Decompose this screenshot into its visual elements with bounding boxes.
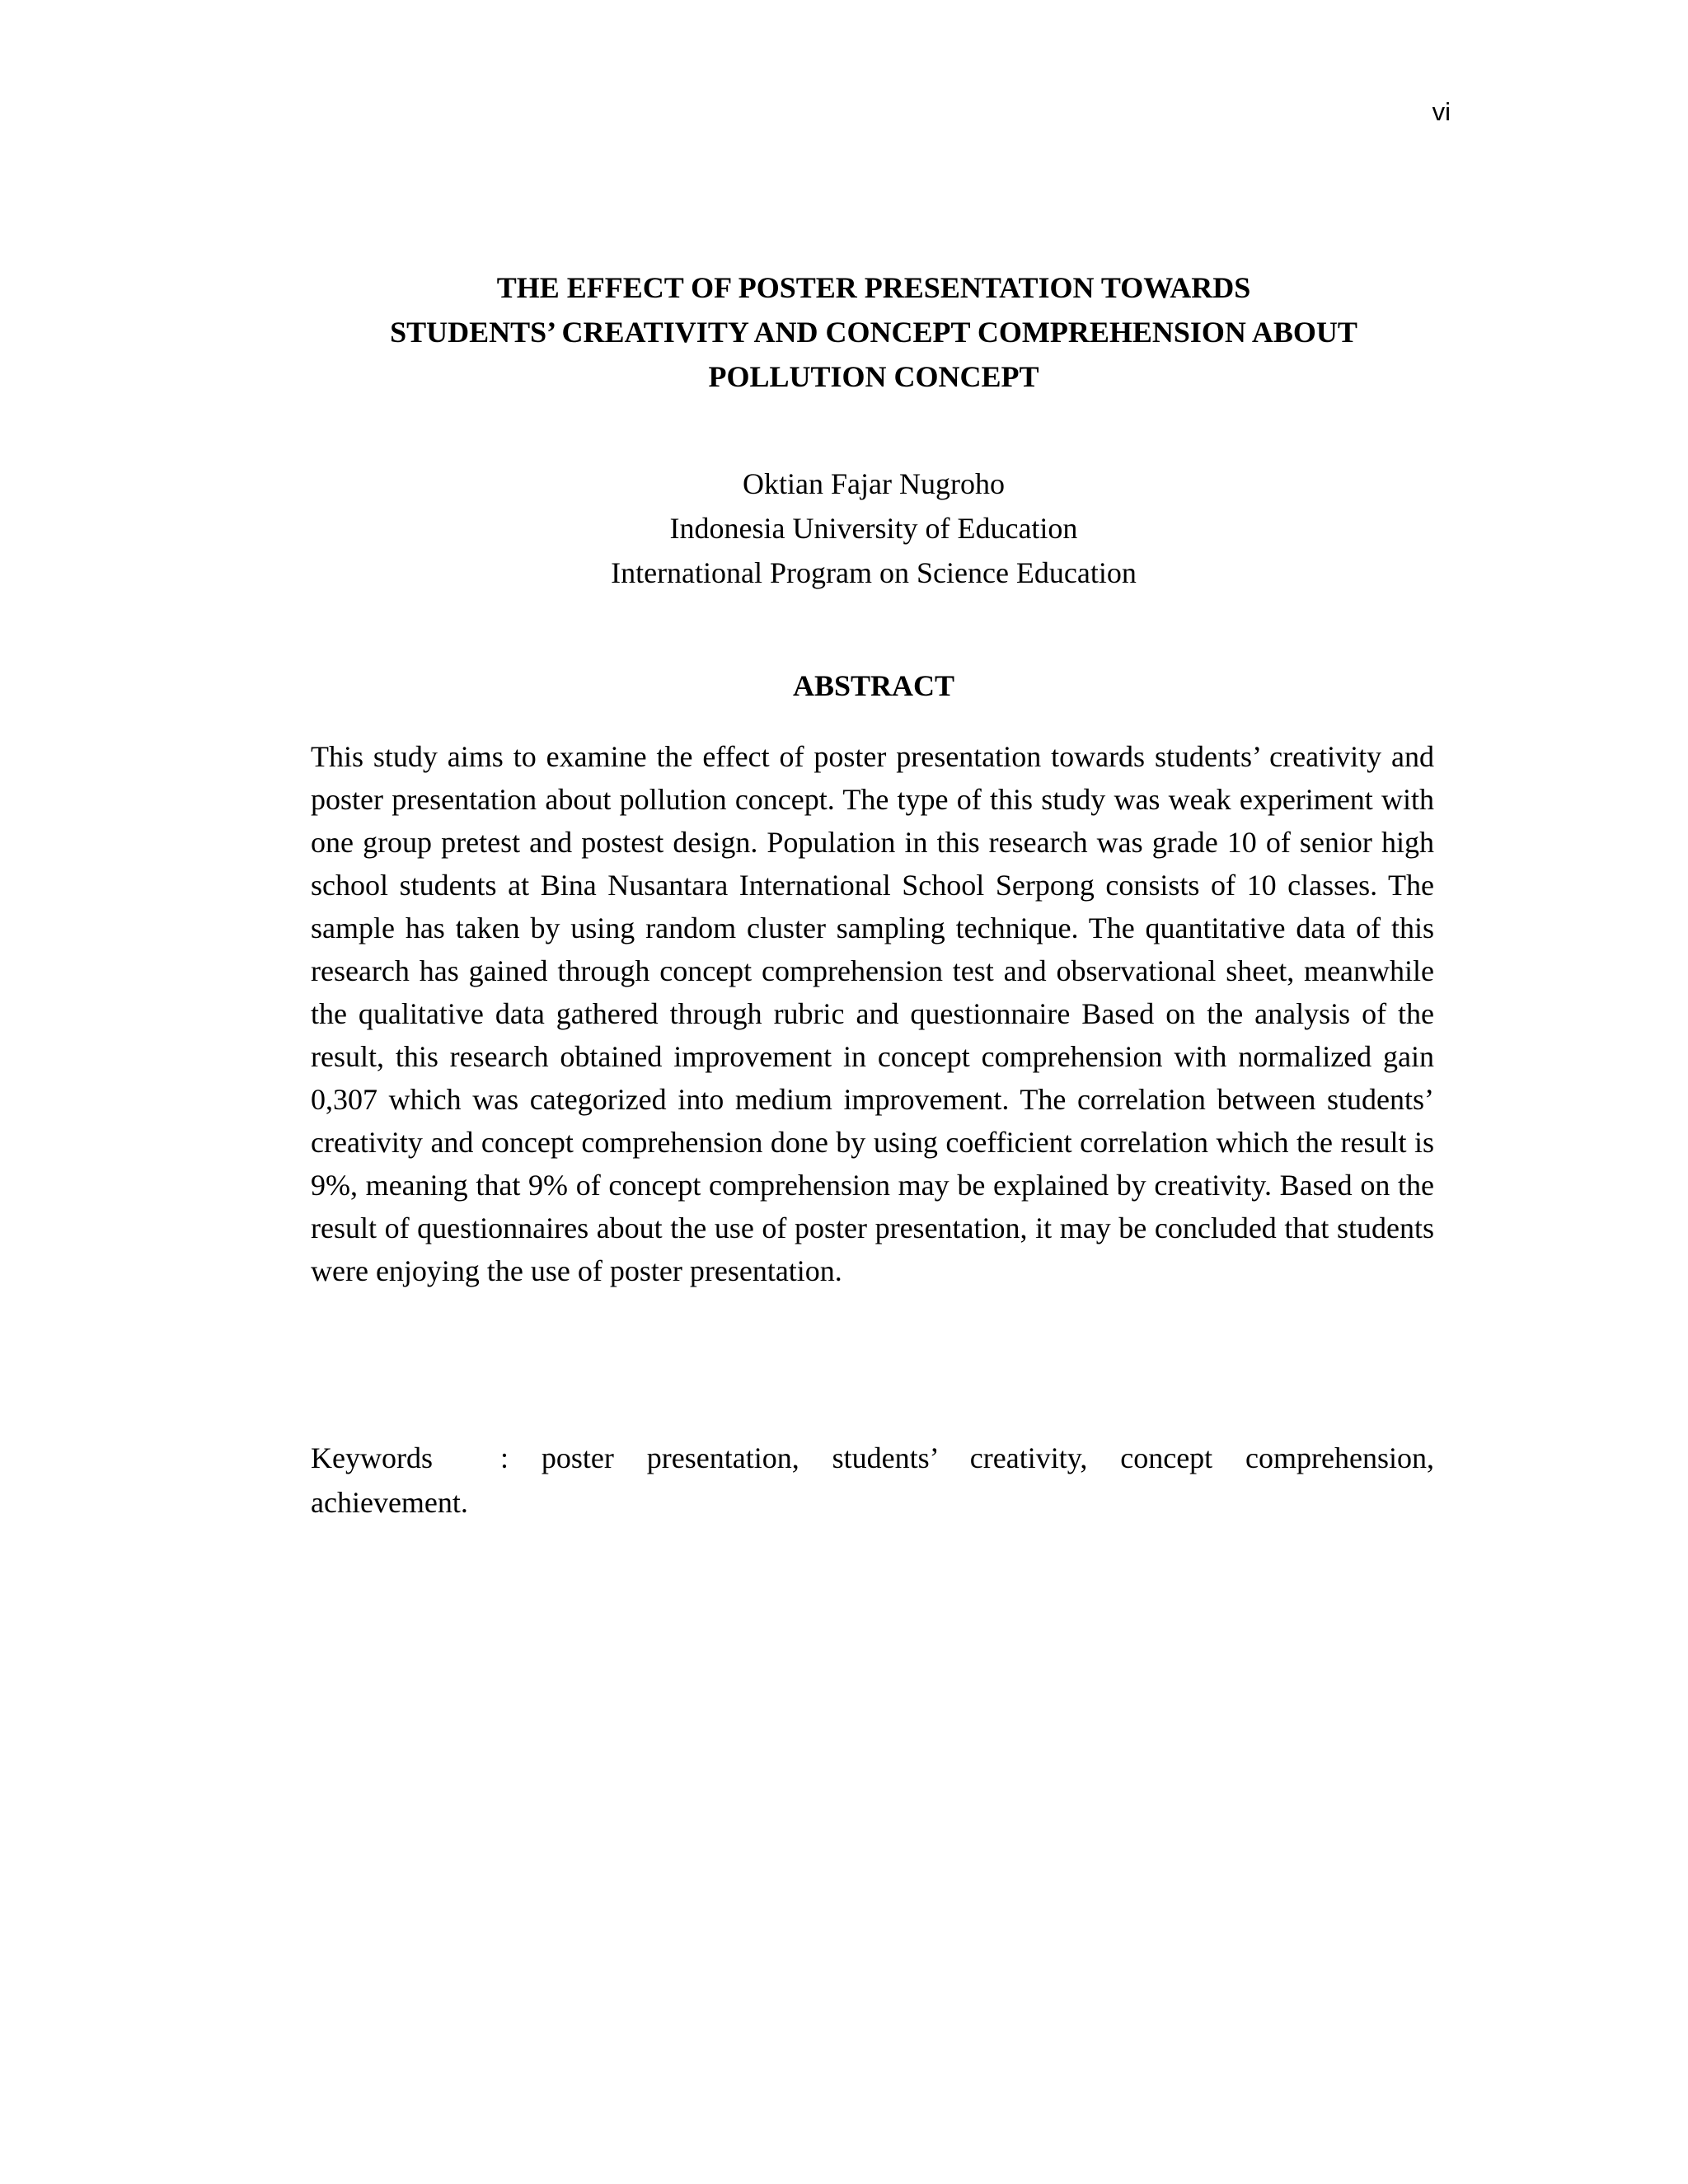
keywords-text: poster presentation, students’ creativity, concept comprehension, achievement. — [311, 1441, 1434, 1519]
author-info — [297, 462, 1451, 595]
keywords-label: Keywords — [311, 1441, 433, 1474]
keywords-section — [311, 1436, 1434, 1525]
title-line-2: STUDENTS’ CREATIVITY AND CONCEPT COMPREHENSION ABOUT — [390, 316, 1357, 349]
title-line-1: THE EFFECT OF POSTER PRESENTATION TOWARDS — [496, 271, 1251, 304]
paper-title — [297, 265, 1451, 399]
keywords-separator: : — [500, 1441, 509, 1474]
title-line-3: POLLUTION CONCEPT — [708, 360, 1039, 393]
abstract-heading: ABSTRACT — [792, 669, 955, 702]
author-name: Oktian Fajar Nugroho — [743, 467, 1005, 500]
author-program: International Program on Science Education — [611, 556, 1137, 589]
abstract-body: This study aims to examine the effect of poster presentation towards students’ creativity and poster presentation about pollution concept. The type of this study was weak experiment with one group pretest and postest design. Population in this research was grade 10 of senior high school students at Bina Nusantara International School Serpong consists of 10 classes. The sample has taken by using random cluster sampling technique. The quantitative data of this research has gained through concept comprehension test and observational sheet, meanwhile the qualitative data gathered through rubric and questionnaire Based on the analysis of the result, this research obtained improvement in concept comprehension with normalized gain 0,307 which was categorized into medium improvement. The correlation between students’ creativity and concept comprehension done by using coefficient correlation which the result is 9%, meaning that 9% of concept comprehension may be explained by creativity. Based on the result of questionnaires about the use of poster presentation, it may be concluded that students were enjoying the use of poster presentation. — [311, 740, 1434, 1287]
author-institution: Indonesia University of Education — [669, 512, 1078, 545]
page-number: vi — [1432, 97, 1451, 126]
